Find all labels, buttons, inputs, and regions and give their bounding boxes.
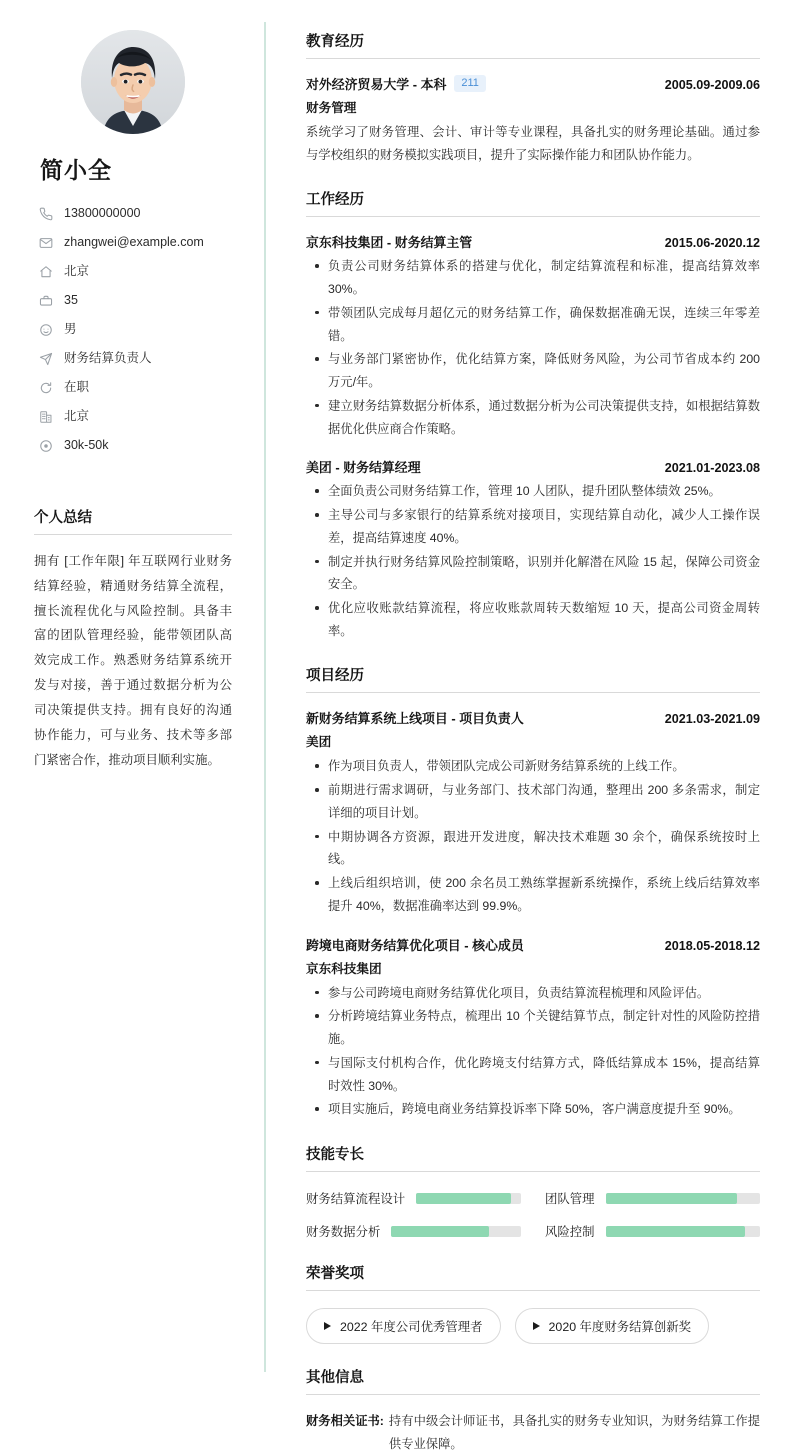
education-school-name: 对外经济贸易大学 - 本科 (306, 77, 447, 92)
skill-progress-track (606, 1193, 760, 1204)
personal-summary-heading: 个人总结 (34, 506, 232, 535)
project-name-role: 跨境电商财务结算优化项目 - 核心成员 (306, 937, 524, 953)
skill-progress-fill (606, 1226, 745, 1237)
skill-progress-track (416, 1193, 521, 1204)
project-company: 京东科技集团 (306, 961, 382, 976)
contact-value: 在职 (64, 380, 90, 394)
skill-label: 财务结算流程设计 (306, 1192, 406, 1207)
phone-icon (38, 206, 53, 221)
skill-row (306, 1222, 521, 1240)
status-badge: 211 (454, 75, 486, 92)
sidebar (0, 0, 266, 1394)
award-label: 2020 年度财务结算创新奖 (548, 1320, 692, 1335)
other-info-value: 持有中级会计师证书，具备扎实的财务专业知识，为财务结算工作提供专业保障。 (388, 1414, 760, 1451)
award-chip[interactable] (306, 1308, 501, 1344)
refresh-icon (38, 380, 53, 395)
building-icon (38, 409, 53, 424)
work-company-role: 京东科技集团 - 财务结算主管 (306, 235, 473, 251)
contact-position (38, 344, 232, 373)
person-name: 简小全 (40, 157, 112, 183)
list-item: 前期进行需求调研，与业务部门、技术部门沟通，整理出 200 多条需求，制定详细的项目计划。 (306, 779, 760, 824)
skill-label: 风险控制 (545, 1225, 595, 1240)
skill-progress-track (391, 1226, 521, 1237)
work-company-role: 美团 - 财务结算经理 (306, 460, 421, 476)
project-company: 美团 (306, 735, 332, 750)
work-entry (306, 232, 760, 440)
home-icon (38, 264, 53, 279)
skill-progress-track (606, 1226, 760, 1237)
list-item: 制定并执行财务结算风险控制策略，识别并化解潜在风险 15 起，保障公司资金安全。 (306, 551, 760, 596)
award-label: 2022 年度公司优秀管理者 (340, 1320, 483, 1335)
play-triangle-icon (533, 1322, 540, 1330)
contact-status (38, 373, 232, 402)
envelope-icon (38, 235, 53, 250)
education-title: 教育经历 (306, 30, 760, 59)
list-item: 建立财务结算数据分析体系，通过数据分析为公司决策提供支持，如根据结算数据优化供应商合作策略。 (306, 395, 760, 440)
education-school (306, 74, 486, 93)
work-date: 2021.01-2023.08 (664, 461, 760, 476)
project-entry (306, 708, 760, 917)
other-info-title: 其他信息 (306, 1366, 760, 1395)
skills-section (306, 1143, 760, 1240)
target-icon (38, 438, 53, 453)
avatar-photo (81, 30, 185, 134)
contact-value: 35 (64, 293, 78, 307)
contact-phone (38, 199, 232, 228)
contact-list (38, 199, 232, 460)
education-entry-head (306, 74, 760, 93)
contact-value: 北京 (64, 409, 90, 423)
list-item: 作为项目负责人，带领团队完成公司新财务结算系统的上线工作。 (306, 755, 760, 778)
contact-value: 财务结算负责人 (64, 351, 152, 365)
skill-row (545, 1222, 760, 1240)
work-bullets (306, 480, 760, 642)
personal-summary-text: 拥有 [工作年限] 年互联网行业财务结算经验，精通财务结算全流程，擅长流程优化与风险控制。具备丰富的团队管理经验，能带领团队高效完成工作。熟悉财务结算系统开发与对接，善于通过数据分析为公司决策提供支持。拥有良好的沟通协作能力，可与业务、技术等多部门紧密合作，推动项目顺利实施。 (34, 554, 232, 767)
briefcase-icon (38, 293, 53, 308)
work-section (306, 188, 760, 642)
education-date: 2005.09-2009.06 (664, 78, 760, 92)
skill-label: 财务数据分析 (306, 1225, 381, 1240)
project-entry-head (306, 708, 760, 727)
contact-work-city (38, 402, 232, 431)
list-item: 项目实施后，跨境电商业务结算投诉率下降 50%，客户满意度提升至 90%。 (306, 1098, 760, 1121)
personal-summary-section (34, 506, 232, 772)
projects-section (306, 664, 760, 1121)
contact-value: 男 (64, 322, 77, 336)
paper-plane-icon (38, 351, 53, 366)
work-entry (306, 457, 760, 642)
contact-hometown (38, 257, 232, 286)
contact-value: 13800000000 (64, 206, 141, 220)
contact-value: 30k-50k (64, 438, 109, 452)
list-item: 与业务部门紧密协作，优化结算方案，降低财务风险，为公司节省成本约 200 万元/年。 (306, 348, 760, 393)
skill-progress-fill (391, 1226, 488, 1237)
other-info-label: 财务相关证书: (306, 1414, 384, 1429)
awards-row (306, 1306, 760, 1344)
other-info-row (306, 1410, 760, 1455)
award-chip[interactable] (515, 1308, 710, 1344)
project-bullets (306, 755, 760, 917)
work-bullets (306, 255, 760, 440)
main-content (266, 0, 794, 1451)
contact-age (38, 286, 232, 315)
contact-value: zhangwei@example.com (64, 235, 204, 249)
list-item: 分析跨境结算业务特点，梳理出 10 个关键结算节点，制定针对性的风险防控措施。 (306, 1005, 760, 1050)
education-entry (306, 74, 760, 166)
education-description: 系统学习了财务管理、会计、审计等专业课程，具备扎实的财务理论基础。通过参与学校组织的财务模拟实践项目，提升了实际操作能力和团队协作能力。 (306, 125, 760, 162)
skill-progress-fill (606, 1193, 737, 1204)
work-date: 2015.06-2020.12 (664, 236, 760, 251)
project-entry (306, 935, 760, 1121)
skill-row (306, 1189, 521, 1207)
list-item: 与国际支付机构合作，优化跨境支付结算方式，降低结算成本 15%，提高结算时效性 30%。 (306, 1052, 760, 1097)
work-entry-head (306, 232, 760, 251)
education-section (306, 30, 760, 166)
projects-title: 项目经历 (306, 664, 760, 693)
list-item: 主导公司与多家银行的结算系统对接项目，实现结算自动化，减少人工操作误差，提高结算速度 40%。 (306, 504, 760, 549)
skill-label: 团队管理 (545, 1192, 595, 1207)
skills-title: 技能专长 (306, 1143, 760, 1172)
avatar-wrapper (34, 30, 232, 134)
skills-grid (306, 1187, 760, 1240)
education-major: 财务管理 (306, 101, 357, 115)
project-date: 2018.05-2018.12 (664, 938, 760, 953)
avatar (81, 30, 185, 134)
contact-value: 北京 (64, 264, 90, 278)
project-bullets (306, 982, 760, 1121)
list-item: 负责公司财务结算体系的搭建与优化，制定结算流程和标准，提高结算效率 30%。 (306, 255, 760, 300)
gender-icon (38, 322, 53, 337)
list-item: 参与公司跨境电商财务结算优化项目，负责结算流程梳理和风险评估。 (306, 982, 760, 1005)
work-title: 工作经历 (306, 188, 760, 217)
contact-salary (38, 431, 232, 460)
skill-row (545, 1189, 760, 1207)
other-info-section (306, 1366, 760, 1455)
project-date: 2021.03-2021.09 (664, 712, 760, 727)
list-item: 带领团队完成每月超亿元的财务结算工作，确保数据准确无误，连续三年零差错。 (306, 302, 760, 347)
contact-email (38, 228, 232, 257)
contact-gender (38, 315, 232, 344)
list-item: 全面负责公司财务结算工作，管理 10 人团队，提升团队整体绩效 25%。 (306, 480, 760, 503)
project-entry-head (306, 935, 760, 954)
awards-section (306, 1262, 760, 1344)
play-triangle-icon (324, 1322, 331, 1330)
list-item: 优化应收账款结算流程，将应收账款周转天数缩短 10 天，提高公司资金周转率。 (306, 597, 760, 642)
skill-progress-fill (416, 1193, 510, 1204)
list-item: 上线后组织培训，使 200 余名员工熟练掌握新系统操作，系统上线后结算效率提升 40%，数据准确率达到 99.9%。 (306, 872, 760, 917)
list-item: 中期协调各方资源，跟进开发进度，解决技术难题 30 余个，确保系统按时上线。 (306, 826, 760, 871)
project-name-role: 新财务结算系统上线项目 - 项目负责人 (306, 711, 524, 727)
awards-title: 荣誉奖项 (306, 1262, 760, 1291)
work-entry-head (306, 457, 760, 476)
